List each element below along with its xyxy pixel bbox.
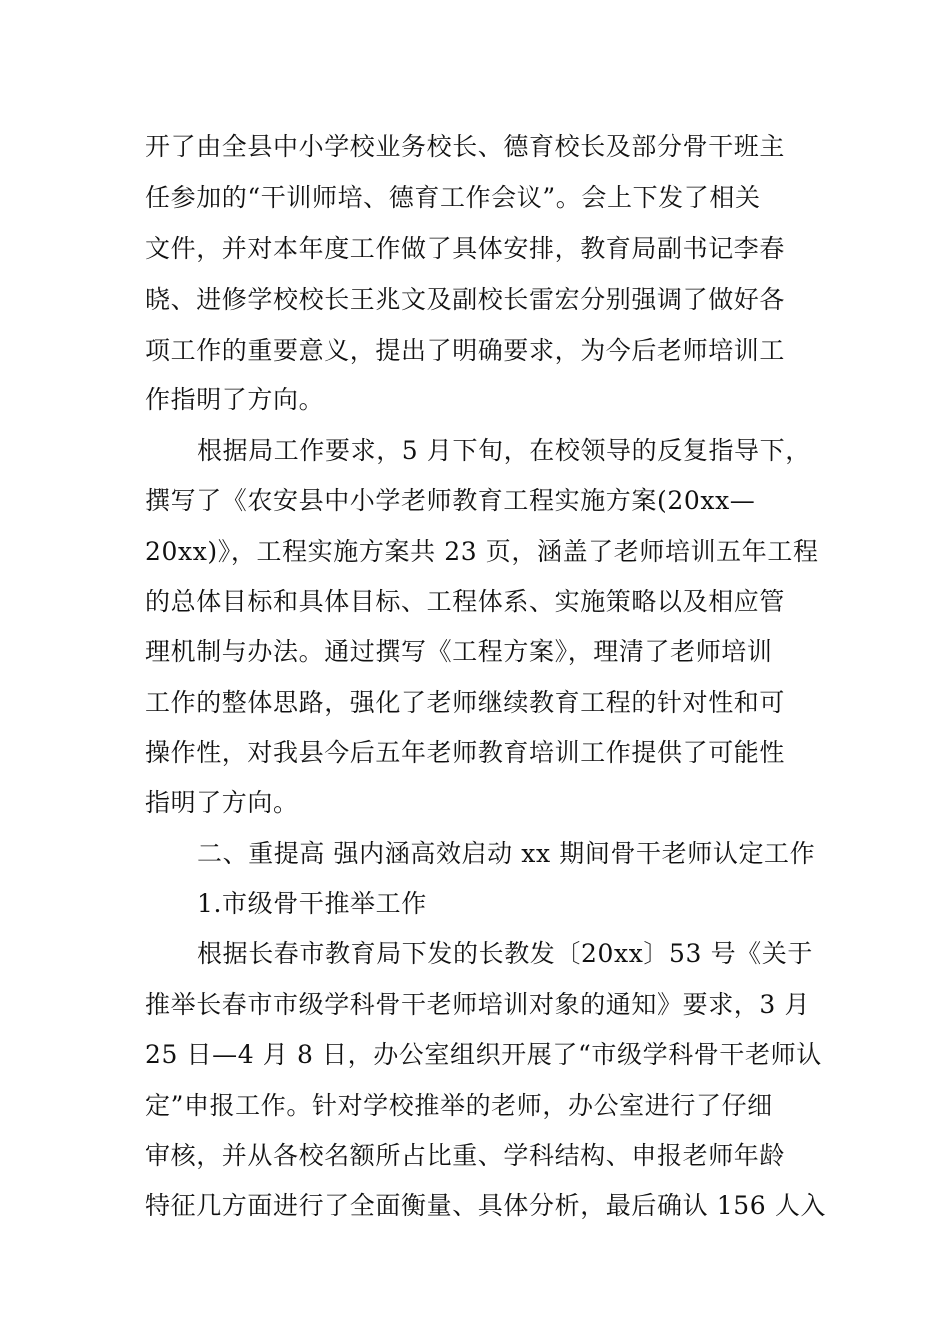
paragraph-1-line-2: 任参加的“干训师培、德育工作会议”。会上下发了相关 bbox=[145, 183, 761, 212]
paragraph-3-line-6: 特征几方面进行了全面衡量、具体分析，最后确认 156 人入 bbox=[145, 1191, 827, 1220]
paragraph-2-line-2: 撰写了《农安县中小学老师教育工程实施方案(20xx— bbox=[145, 486, 756, 515]
paragraph-3-line-5: 审核，并从各校名额所占比重、学科结构、申报老师年龄 bbox=[145, 1141, 786, 1170]
paragraph-2-line-7: 操作性，对我县今后五年老师教育培训工作提供了可能性 bbox=[145, 738, 786, 767]
paragraph-2-line-5: 理机制与办法。通过撰写《工程方案》，理清了老师培训 bbox=[145, 637, 773, 666]
paragraph-2-line-8: 指明了方向。 bbox=[145, 788, 299, 817]
subheading-1: 1.市级骨干推举工作 bbox=[197, 889, 427, 918]
paragraph-3-line-3: 25 日—4 月 8 日，办公室组织开展了“市级学科骨干老师认 bbox=[145, 1040, 822, 1069]
paragraph-2-line-4: 的总体目标和具体目标、工程体系、实施策略以及相应管 bbox=[145, 587, 786, 616]
paragraph-1-line-6: 作指明了方向。 bbox=[145, 385, 325, 414]
paragraph-2-line-1: 根据局工作要求，5 月下旬，在校领导的反复指导下， bbox=[197, 436, 811, 465]
paragraph-1-line-4: 晓、进修学校校长王兆文及副校长雷宏分别强调了做好各 bbox=[145, 285, 786, 314]
paragraph-2-line-6: 工作的整体思路，强化了老师继续教育工程的针对性和可 bbox=[145, 688, 786, 717]
paragraph-1-line-1: 开了由全县中小学校业务校长、德育校长及部分骨干班主 bbox=[145, 132, 786, 161]
paragraph-2-line-3: 20xx)》，工程实施方案共 23 页，涵盖了老师培训五年工程 bbox=[145, 537, 819, 566]
paragraph-3-line-1: 根据长春市教育局下发的长教发〔20xx〕53 号《关于 bbox=[197, 939, 813, 968]
paragraph-3-line-4: 定”申报工作。针对学校推举的老师，办公室进行了仔细 bbox=[145, 1091, 773, 1120]
paragraph-1-line-5: 项工作的重要意义，提出了明确要求，为今后老师培训工 bbox=[145, 336, 786, 365]
paragraph-1-line-3: 文件，并对本年度工作做了具体安排，教育局副书记李春 bbox=[145, 234, 786, 263]
paragraph-3-line-2: 推举长春市市级学科骨干老师培训对象的通知》要求，3 月 bbox=[145, 990, 811, 1019]
section-heading-2: 二、重提高 强内涵高效启动 xx 期间骨干老师认定工作 bbox=[197, 839, 816, 868]
